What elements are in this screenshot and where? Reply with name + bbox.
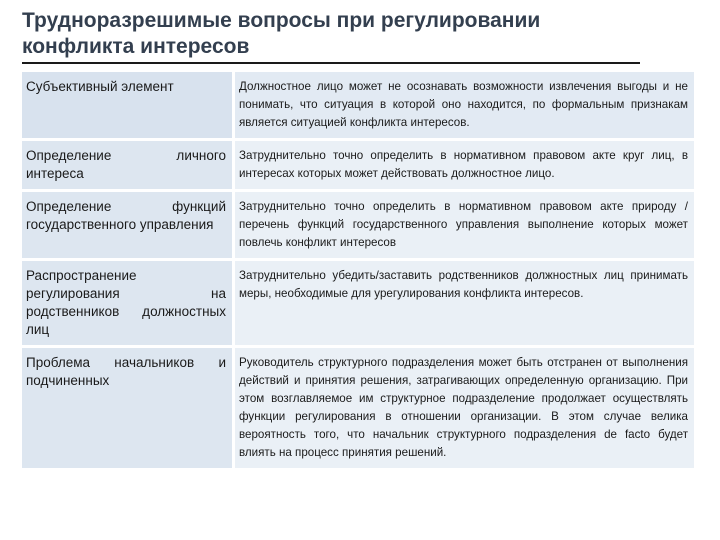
row-term: Проблема начальников и подчиненных	[22, 348, 235, 468]
issues-table	[22, 69, 694, 471]
page-title	[22, 8, 642, 60]
row-term: Субъективный элемент	[22, 72, 235, 138]
row-term: Определение функций государственного управления	[22, 192, 235, 258]
row-description: Руководитель структурного подразделения может быть отстранен от выполнения действий и принятия решения, затрагивающих определенную организацию. При этом возглавляемое им структурное подразделение продолжает осуществлять функции регулирования в отношении организации. В этом случае велика вероятность того, что начальник структурного подразделения de facto будет влиять на процесс принятия решений.	[235, 348, 694, 468]
title-underline	[22, 62, 640, 64]
page-title-line-1: Трудноразрешимые вопросы при регулировании	[22, 9, 541, 32]
row-description: Затруднительно убедить/заставить родственников должностных лиц принимать меры, необходимые для урегулирования конфликта интересов.	[235, 261, 694, 345]
table-row	[22, 261, 694, 345]
table-row	[22, 348, 694, 468]
table-row	[22, 72, 694, 138]
row-description: Затруднительно точно определить в нормативном правовом акте природу / перечень функций государственного управления выполнение которых может повлечь конфликт интересов	[235, 192, 694, 258]
page-title-line-2: конфликта интересов	[22, 35, 250, 58]
row-description: Затруднительно точно определить в нормативном правовом акте круг лиц, в интересах которых может действовать должностное лицо.	[235, 141, 694, 189]
row-term: Определение личного интереса	[22, 141, 235, 189]
row-term: Распространение регулирования на родственников должностных лиц	[22, 261, 235, 345]
table-row	[22, 141, 694, 189]
row-description: Должностное лицо может не осознавать возможности извлечения выгоды и не понимать, что ситуация в которой оно находится, по формальным признакам является ситуацией конфликта интересов.	[235, 72, 694, 138]
table-row	[22, 192, 694, 258]
